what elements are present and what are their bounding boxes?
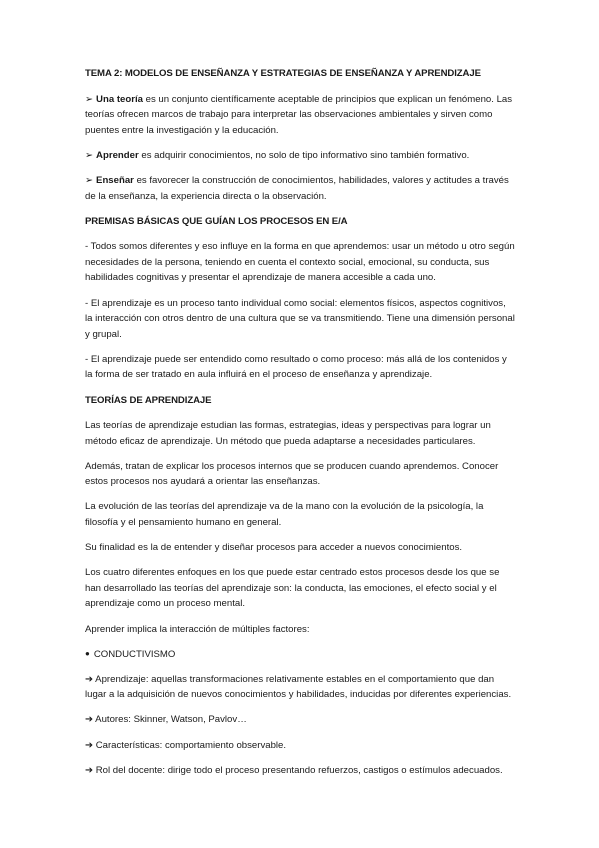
teorias-paragraph: La evolución de las teorías del aprendizaje va de la mano con la evolución de la psicología, la filosofía y el pensamiento humano en general. — [85, 501, 484, 529]
conductivismo-item: ➔ Autores: Skinner, Watson, Pavlov… — [85, 714, 247, 726]
document-page — [85, 66, 515, 788]
definition-term: Una teoría — [96, 93, 143, 105]
arrowhead-bullet-icon: ➢ — [85, 93, 94, 105]
conductivismo-item: ➔ Características: comportamiento observable. — [85, 739, 287, 751]
definition-learn — [85, 148, 515, 164]
definition-text: es favorecer la construcción de conocimientos, habilidades, valores y actitudes a través de la enseñanza, la experiencia directa o la observación. — [85, 174, 509, 202]
teorias-paragraph: Las teorías de aprendizaje estudian las formas, estrategias, ideas y perspectivas para lograr un método eficaz de aprendizaje. Un método que pueda adaptarse a necesidades particulares. — [85, 420, 491, 447]
conductivismo-item: ➔ Rol del docente: dirige todo el proceso presentando refuerzos, castigos o estímulos adecuados. — [85, 764, 503, 776]
teorias-paragraph: Aprender implica la interacción de múltiples factores: — [85, 623, 310, 635]
definition-term: Aprender — [96, 149, 139, 161]
arrowhead-bullet-icon: ➢ — [85, 149, 94, 161]
premisa-paragraph: - Todos somos diferentes y eso influye en la forma en que aprendemos: usar un método u otro según necesidades de la persona, teniendo en cuenta el contexto social, emocional, su conducta, sus habilidades cognitivas y presentar el aprendizaje de manera accesible a cada uno. — [85, 241, 515, 284]
premisa-paragraph: - El aprendizaje es un proceso tanto individual como social: elementos físicos, aspectos cognitivos, la interacción con otros dentro de una cultura que se va transmitiendo. Tiene una dimensión personal y grupal. — [85, 297, 515, 340]
conductivismo-heading — [85, 647, 515, 663]
definition-text: es adquirir conocimientos, no solo de tipo informativo sino también formativo. — [138, 149, 470, 161]
section-heading-teorias: TEORÍAS DE APRENDIZAJE — [85, 394, 212, 406]
conductivismo-item: ➔ Aprendizaje: aquellas transformaciones relativamente estables en el comportamiento que dan lugar a la adquisición de nuevos conocimientos y habilidades, inducidas por diferentes experiencias. — [85, 673, 512, 701]
bullet-dot-icon: ● — [85, 648, 90, 658]
teorias-paragraph: Los cuatro diferentes enfoques en los que puede estar centrado estos procesos desde los que se han desarrollado las teorías del aprendizaje son: la conducta, las emociones, el efecto social y el aprendizaje como un proceso mental. — [85, 567, 500, 610]
premisa-paragraph: - El aprendizaje puede ser entendido como resultado o como proceso: más allá de los contenidos y la forma de ser tratado en aula influirá en el proceso de enseñanza y aprendizaje. — [85, 353, 507, 381]
definition-teach — [85, 173, 515, 204]
definition-theory — [85, 92, 515, 139]
section-heading-premisas: PREMISAS BÁSICAS QUE GUÍAN LOS PROCESOS EN E/A — [85, 215, 348, 227]
teorias-paragraph: Su finalidad es la de entender y diseñar procesos para acceder a nuevos conocimientos. — [85, 542, 463, 554]
document-title: TEMA 2: MODELOS DE ENSEÑANZA Y ESTRATEGIAS DE ENSEÑANZA Y APRENDIZAJE — [85, 68, 481, 79]
definition-text: es un conjunto científicamente aceptable de principios que explican un fenómeno. Las teorías ofrecen marcos de trabajo para interpretar las observaciones ambientales y sirven como puentes entre la investigación y la educación. — [85, 93, 513, 136]
conductivismo-label: CONDUCTIVISMO — [93, 648, 176, 660]
definition-term: Enseñar — [96, 174, 134, 186]
teorias-paragraph: Además, tratan de explicar los procesos internos que se producen cuando aprendemos. Conocer estos procesos nos ayudará a orientar las enseñanzas. — [85, 460, 499, 488]
arrowhead-bullet-icon: ➢ — [85, 174, 94, 186]
